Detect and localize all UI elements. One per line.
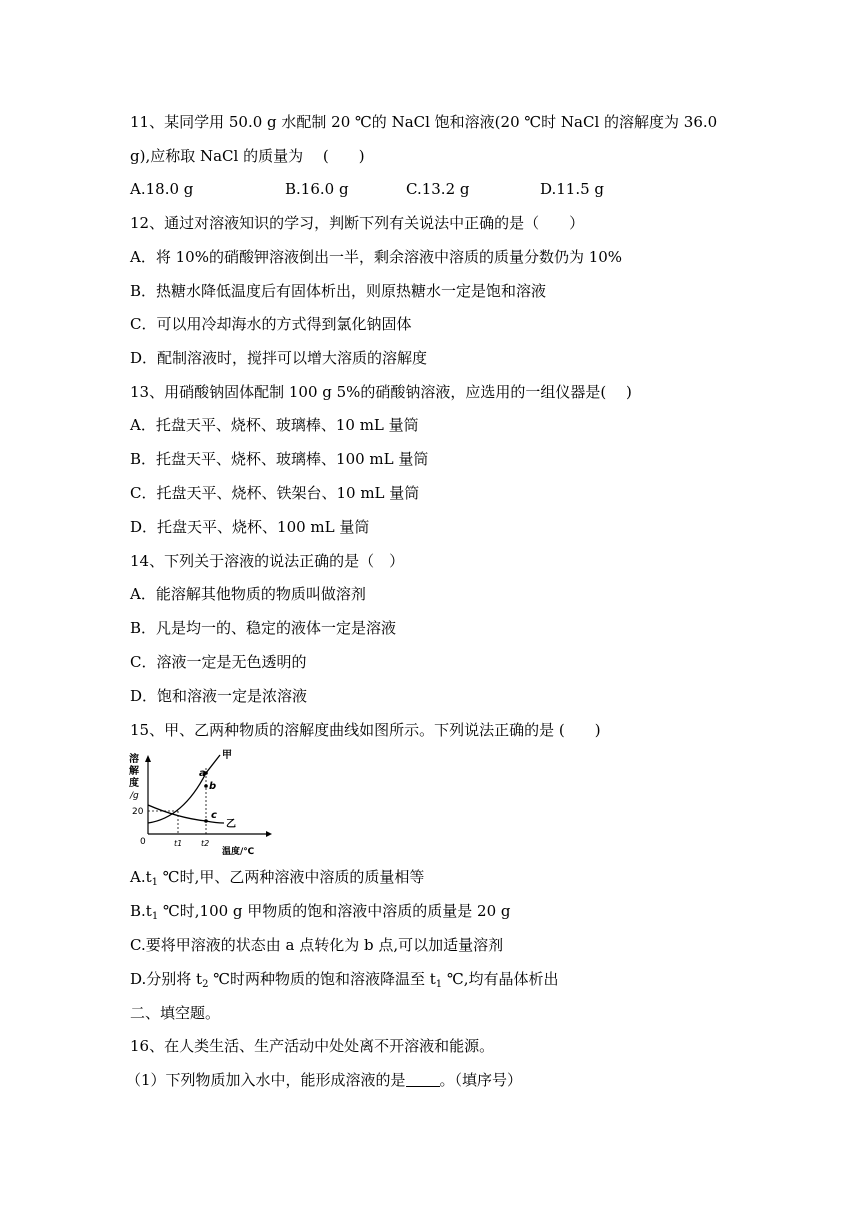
q12-option-a: A．将 10%的硝酸钾溶液倒出一半，剩余溶液中溶质的质量分数仍为 10% [130,248,623,266]
q14-option-d: D．饱和溶液一定是浓溶液 [130,687,308,705]
q15-a-post: ℃时,甲、乙两种溶液中溶质的质量相等 [158,868,425,886]
q15-b-sub: 1 [151,911,159,922]
q13-option-b: B．托盘天平、烧杯、玻璃棒、100 mL 量筒 [130,450,429,468]
y-label-char-2: 解 [129,766,139,777]
point-b [204,784,208,788]
q16-sub1-pre: （1）下列物质加入水中，能形成溶液的是 [126,1071,406,1089]
q16-sub1-post: 。（填序号） [439,1071,523,1089]
q15-option-c: C.要将甲溶液的状态由 a 点转化为 b 点,可以加适量溶剂 [130,936,504,954]
q11-option-a: A.18.0 g [130,180,194,198]
q15-b-pre: B.t [130,902,152,920]
x-axis-arrow [266,831,272,837]
origin-label: 0 [140,837,146,847]
q16-sub1 [126,1069,522,1091]
q11-option-b: B.16.0 g [285,180,349,198]
q15-d-sub1: 2 [202,979,209,990]
point-c [204,819,208,823]
section-heading: 二、填空题。 [130,1004,221,1022]
q11-option-d: D.11.5 g [540,180,605,198]
q15-a-pre: A.t [130,868,152,886]
q15-option-a [130,866,424,894]
q13-option-a: A．托盘天平、烧杯、玻璃棒、10 mL 量筒 [130,416,419,434]
q14-option-a: A．能溶解其他物质的物质叫做溶剂 [130,585,366,603]
solubility-curve-figure [128,748,274,856]
q15-option-d [130,968,559,996]
y-label-char-3: 度 [129,778,139,789]
curve-yi-label: 乙 [226,819,236,830]
y-label-char-1: 溶 [129,754,139,765]
answer-blank[interactable] [406,1072,440,1087]
y-axis-arrow [145,755,151,762]
q14-option-b: B．凡是均一的、稳定的液体一定是溶液 [130,619,397,637]
q14-stem: 14、下列关于溶液的说法正确的是（ ） [130,552,405,570]
point-b-label: b [209,781,217,792]
point-c-label: c [211,810,217,821]
q15-d-pre: D.分别将 t [130,970,203,988]
x-axis-label: 温度/℃ [222,847,255,856]
q11-option-c: C.13.2 g [406,180,470,198]
y-tick-20: 20 [132,807,144,817]
q12-option-b: B．热糖水降低温度后有固体析出，则原热糖水一定是饱和溶液 [130,282,547,300]
q13-option-d: D．托盘天平、烧杯、100 mL 量筒 [130,518,370,536]
q12-option-c: C．可以用冷却海水的方式得到氯化钠固体 [130,315,412,333]
q15-option-b [130,900,511,928]
q15-b-post: ℃时,100 g 甲物质的饱和溶液中溶质的质量是 20 g [158,902,511,920]
q12-option-d: D．配制溶液时，搅拌可以增大溶质的溶解度 [130,349,428,367]
point-a-label: a [199,768,206,779]
q14-option-c: C．溶液一定是无色透明的 [130,653,307,671]
q15-d-post: ℃,均有晶体析出 [442,970,559,988]
curve-jia-label: 甲 [222,750,232,761]
x-tick-t1: t1 [174,839,183,848]
q16-stem: 16、在人类生活、生产活动中处处离不开溶液和能源。 [130,1037,495,1055]
q15-a-sub: 1 [151,877,159,888]
q15-stem: 15、甲、乙两种物质的溶解度曲线如图所示。下列说法正确的是 ( ) [130,721,601,739]
q13-option-c: C．托盘天平、烧杯、铁架台、10 mL 量筒 [130,484,420,502]
q15-d-mid: ℃时两种物质的饱和溶液降温至 t [208,970,436,988]
q13-stem: 13、用硝酸钠固体配制 100 g 5%的硝酸钠溶液，应选用的一组仪器是( ) [130,383,632,401]
q11-line1: 11、某同学用 50.0 g 水配制 20 ℃的 NaCl 饱和溶液(20 ℃时 NaCl 的溶解度为 36.0 [130,113,718,131]
q15-d-sub2: 1 [435,979,443,990]
x-tick-t2: t2 [201,839,210,848]
y-label-unit: /g [130,791,139,801]
q11-line2: g),应称取 NaCl 的质量为 ( ) [130,147,365,165]
q12-stem: 12、通过对溶液知识的学习，判断下列有关说法中正确的是（ ） [130,214,585,232]
